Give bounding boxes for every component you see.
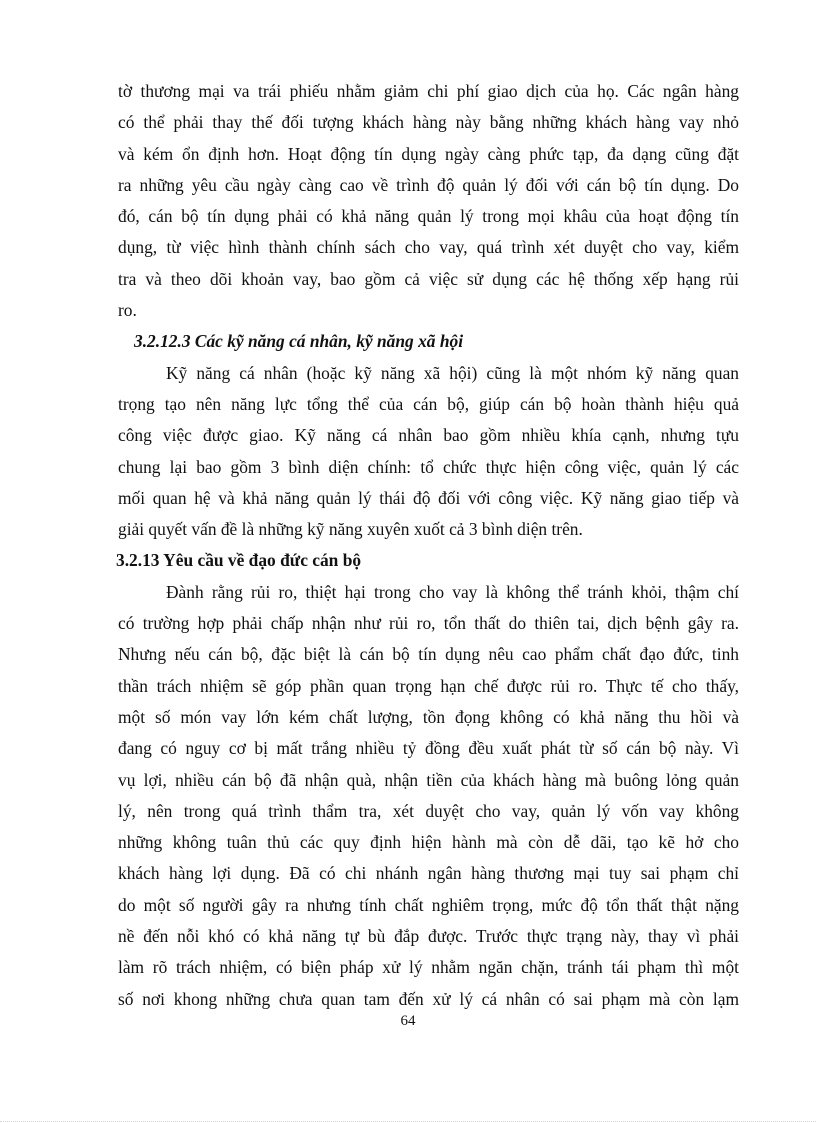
text-line: chung lại bao gồm 3 bình diện chính: tổ chức thực hiện công việc, quản lý các <box>118 456 739 477</box>
text-line: nề đến nỗi khó có khả năng tự bù đắp được. Trước thực trạng này, thay vì phải <box>118 926 739 947</box>
text-line: ro. <box>118 300 137 321</box>
text-line: công việc được giao. Kỹ năng cá nhân bao gồm nhiều khía cạnh, nhưng tựu <box>118 425 739 446</box>
text-line: đang có nguy cơ bị mất trắng nhiều tỷ đồng đều xuất phát từ số cán bộ này. Vì <box>118 738 739 759</box>
text-line: có thể phải thay thế đối tượng khách hàng này bằng những khách hàng vay nhỏ <box>118 112 739 133</box>
text-line: Nhưng nếu cán bộ, đặc biệt là cán bộ tín dụng nêu cao phẩm chất đạo đức, tinh <box>118 644 739 665</box>
paragraph-ethics <box>118 577 739 1015</box>
text-line: ra những yêu cầu ngày càng cao về trình độ quản lý đối với cán bộ tín dụng. Do <box>118 174 739 195</box>
paragraph-personal-skills <box>118 358 739 546</box>
page-number: 64 <box>400 1013 416 1029</box>
text-line: tờ thương mại va trái phiếu nhằm giảm chi phí giao dịch của họ. Các ngân hàng <box>118 81 739 101</box>
text-line: giải quyết vấn đề là những kỹ năng xuyên xuốt cả 3 bình diện trên. <box>118 519 583 540</box>
text-line: làm rõ trách nhiệm, có biện pháp xử lý nhằm ngăn chặn, tránh tái phạm thì một <box>118 957 739 978</box>
page-bottom-divider <box>0 1121 816 1122</box>
text-line: Đành rằng rủi ro, thiệt hại trong cho vay là không thể tránh khỏi, thậm chí <box>166 581 739 602</box>
text-line: số nơi khong những chưa quan tam đến xử lý cá nhân có sai phạm mà còn lạm <box>118 988 739 1009</box>
text-line: có trường hợp phải chấp nhận như rủi ro, tổn thất do thiên tai, dịch bệnh gây ra. <box>118 613 739 634</box>
section-heading-personal-skills: 3.2.12.3 Các kỹ năng cá nhân, kỹ năng xã hội <box>134 331 464 352</box>
text-line: Kỹ năng cá nhân (hoặc kỹ năng xã hội) cũng là một nhóm kỹ năng quan <box>166 362 739 383</box>
text-line: một số món vay lớn kém chất lượng, tồn đọng không có khả năng thu hồi và <box>118 706 739 727</box>
text-line: tra và theo dõi khoản vay, bao gồm cả việc sử dụng các hệ thống xếp hạng rủi <box>118 268 739 289</box>
text-line: và kém ổn định hơn. Hoạt động tín dụng ngày càng phức tạp, đa dạng cũng đặt <box>118 143 739 164</box>
text-line: mối quan hệ và khả năng quản lý thái độ đối với công việc. Kỹ năng giao tiếp và <box>118 487 739 508</box>
text-line: vụ lợi, nhiều cán bộ đã nhận quà, nhận tiền của khách hàng mà buông lỏng quản <box>118 769 739 790</box>
text-line: đó, cán bộ tín dụng phải có khả năng quản lý trong mọi khâu của hoạt động tín <box>118 206 739 227</box>
section-heading-ethics: 3.2.13 Yêu cầu về đạo đức cán bộ <box>116 550 362 571</box>
text-line: những không tuân thủ các quy định hiện hành mà còn dễ dãi, tạo kẽ hở cho <box>118 832 739 853</box>
paragraph-credit-management <box>118 76 739 326</box>
text-line: dụng, từ việc hình thành chính sách cho vay, quá trình xét duyệt cho vay, kiểm <box>118 237 739 258</box>
text-line: trọng tạo nên năng lực tổng thể của cán bộ, giúp cán bộ hoàn thành hiệu quả <box>118 393 739 414</box>
text-line: khách hàng lợi dụng. Đã có chi nhánh ngân hàng thương mại tuy sai phạm chỉ <box>118 863 739 884</box>
text-line: thần trách nhiệm sẽ góp phần quan trọng hạn chế được rủi ro. Thực tế cho thấy, <box>118 675 739 696</box>
document-page <box>118 76 739 1015</box>
text-line: lý, nên trong quá trình thẩm tra, xét duyệt cho vay, quản lý vốn vay không <box>118 800 739 821</box>
text-line: do một số người gây ra nhưng tính chất nghiêm trọng, mức độ tổn thất thật nặng <box>118 894 739 915</box>
